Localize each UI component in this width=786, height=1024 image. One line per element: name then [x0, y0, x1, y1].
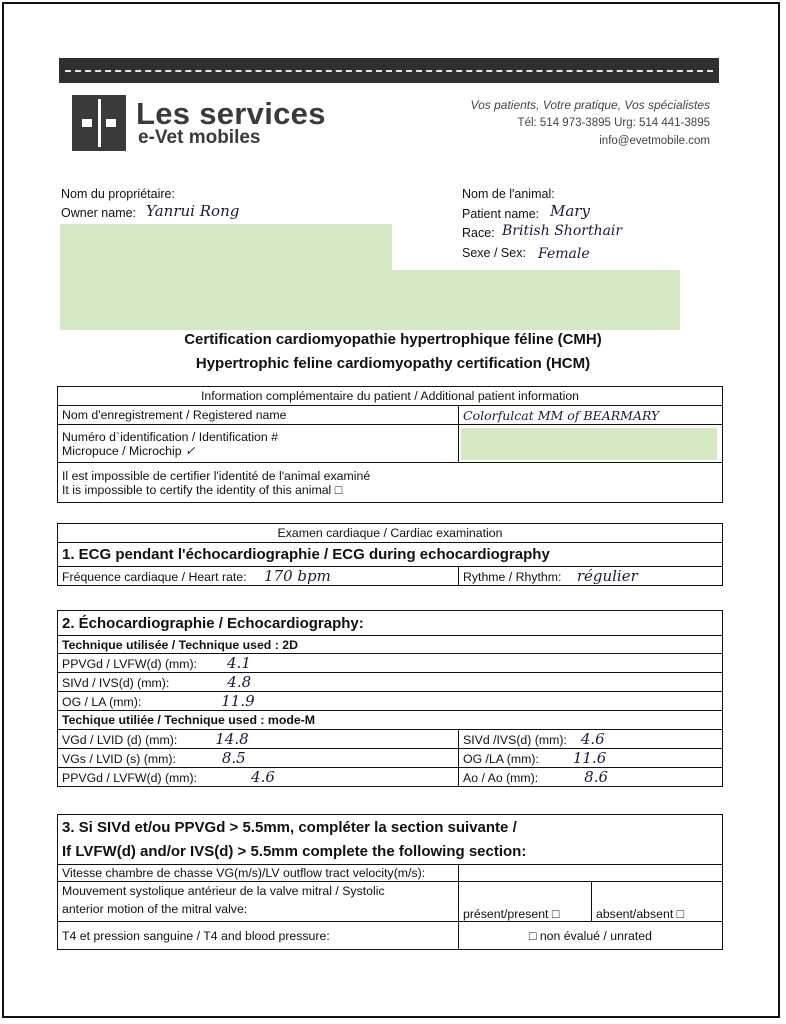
velocity-label: Vitesse chambre de chasse VG(m/s)/LV outflow tract velocity(m/s): [58, 865, 459, 882]
row-label: SIVd / IVS(d) (mm): [62, 676, 170, 690]
row-label: PPVGd / LVFW(d) (mm): [62, 771, 198, 785]
section3-title-fr: 3. Si SIVd et/ou PPVGd > 5.5mm, compléter la section suivante / [62, 818, 517, 836]
identification-label: Numéro d`identification / Identification # [62, 429, 278, 444]
certify-fr: Il est impossible de certifier l'identité de l'animal examiné [62, 468, 371, 483]
row-m-ao [459, 768, 723, 787]
certify-cell [58, 463, 723, 503]
row-value: 4.1 [227, 654, 251, 672]
registered-name-cell [459, 406, 723, 425]
brand-subname: e-Vet mobiles [138, 127, 261, 148]
technique-m-header: Techique utiliée / Technique used : mode-M [58, 711, 723, 730]
ecg-section-title: 1. ECG pendant l'échocardiographie / ECG during echocardiography [58, 543, 723, 567]
title-fr: Certification cardiomyopathie hypertrophique féline (CMH) [184, 331, 602, 348]
row-label: SIVd /IVS(d) (mm): [463, 733, 567, 747]
redacted-block [60, 224, 392, 330]
cardiac-exam-header: Examen cardiaque / Cardiac examination [58, 524, 723, 543]
t4-value: □ non évalué / unrated [459, 922, 723, 950]
identification-label-cell [58, 425, 459, 463]
row-value: 4.6 [251, 768, 275, 786]
tagline: Vos patients, Votre pratique, Vos spécialistes [470, 98, 710, 112]
row-2d-og [58, 692, 723, 711]
patient-name-value: Mary [550, 202, 590, 220]
owner-label-en: Owner name: [61, 206, 137, 220]
section3-title-cell [58, 815, 723, 865]
sam-label-1: Mouvement systolique antérieur de la valve mitral / Systolic [62, 884, 385, 898]
microchip-label: Micropuce / Microchip [62, 443, 182, 458]
owner-name-value: Yanrui Rong [146, 202, 240, 220]
row-label: PPVGd / LVFW(d) (mm): [62, 657, 198, 671]
heart-rate-value: 170 bpm [263, 567, 331, 585]
t4-label: T4 et pression sanguine / T4 and blood pressure: [58, 922, 459, 950]
echo-section-title: 2. Échocardiographie / Echocardiography: [58, 611, 723, 636]
row-value: 14.8 [215, 730, 249, 748]
row-value: 8.6 [584, 768, 609, 786]
identification-value-cell [459, 425, 723, 463]
row-value: 4.8 [227, 673, 252, 691]
certify-checkbox: □ [334, 482, 343, 497]
race-label: Race: [462, 226, 495, 240]
row-label: VGs / LVID (s) (mm): [62, 752, 176, 766]
row-m-ppvgd [58, 768, 459, 787]
row-m-sivd [459, 730, 723, 749]
header-bar [59, 58, 719, 83]
registered-name-label: Nom d'enregistrement / Registered name [58, 406, 459, 425]
rhythm-value: régulier [576, 567, 638, 585]
row-m-vgs [58, 749, 459, 768]
rhythm-cell [459, 567, 723, 586]
heart-rate-label: Fréquence cardiaque / Heart rate: [62, 570, 247, 584]
row-label: OG / LA (mm): [62, 695, 142, 709]
heart-rate-cell [58, 567, 459, 586]
row-2d-sivd [58, 673, 723, 692]
row-m-vgd [58, 730, 459, 749]
dashed-line [65, 70, 713, 72]
info-table-header: Information complémentaire du patient / Additional patient information [58, 387, 723, 406]
certify-en: It is impossible to certify the identity of this animal [62, 482, 332, 497]
sam-absent-option: absent/absent □ [592, 882, 723, 922]
title-en: Hypertrophic feline cardiomyopathy certification (HCM) [195, 355, 591, 372]
registered-name-value: Colorfulcat MM of BEARMARY [463, 407, 660, 423]
rhythm-label: Rythme / Rhythm: [463, 570, 562, 584]
row-label: OG /LA (mm): [463, 752, 539, 766]
technique-2d-header: Technique utilisée / Technique used : 2D [58, 636, 723, 654]
redacted-block [390, 270, 680, 330]
patient-info-table [57, 386, 723, 503]
row-label: VGd / LVID (d) (mm): [62, 733, 178, 747]
sam-label-cell [58, 882, 459, 922]
echo-table [57, 610, 723, 787]
row-label: Ao / Ao (mm): [463, 771, 539, 785]
row-value: 8.5 [221, 749, 246, 767]
animal-name-label-fr: Nom de l'animal: [462, 187, 555, 201]
row-value: 4.6 [580, 730, 605, 748]
section3-title-en: If LVFW(d) and/or IVS(d) > 5.5mm complete the following section: [62, 842, 527, 860]
sam-present-option: présent/present □ [459, 882, 592, 922]
sex-label: Sexe / Sex: [462, 246, 526, 260]
row-value: 11.9 [221, 692, 255, 710]
microchip-checkmark: ✓ [185, 443, 196, 458]
sex-value: Female [538, 246, 590, 262]
brand-name: Les services [136, 96, 326, 131]
section3-table [57, 814, 723, 950]
sam-label-2: anterior motion of the mitral valve: [62, 902, 248, 916]
ecg-table [57, 523, 723, 586]
patient-name-label: Patient name: [462, 207, 540, 221]
velocity-value-cell [459, 865, 723, 882]
row-2d-ppvgd [58, 654, 723, 673]
owner-label-fr: Nom du propriétaire: [61, 187, 175, 201]
row-value: 11.6 [572, 749, 607, 767]
row-m-og [459, 749, 723, 768]
phones: Tél: 514 973-3895 Urg: 514 441-3895 [517, 117, 710, 129]
email: info@evetmobile.com [599, 135, 710, 147]
redacted-block [461, 428, 717, 460]
logo-icon [72, 95, 126, 151]
race-value: British Shorthair [502, 223, 623, 239]
